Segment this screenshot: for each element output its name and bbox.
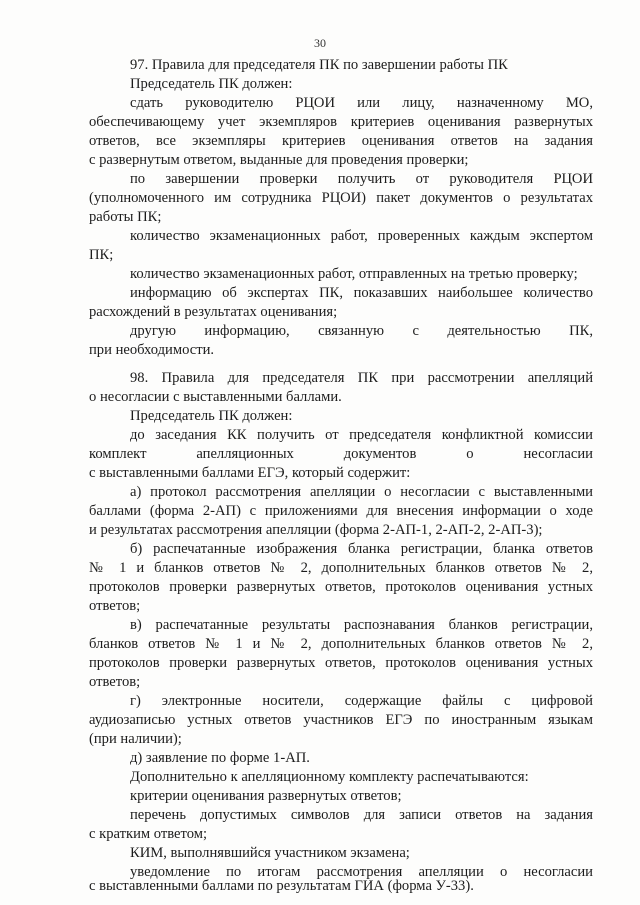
text-line: расхождений в результатах оценивания; xyxy=(89,304,338,320)
text-line: обеспечивающему учет экземпляров критериев оценивания развернутых xyxy=(89,114,593,130)
text-line: критерии оценивания развернутых ответов; xyxy=(130,788,402,804)
text-line: сдать руководителю РЦОИ или лицу, назначенному МО, xyxy=(130,95,593,111)
text-line: протоколов проверки развернутых ответов, протоколов оценивания устных xyxy=(89,579,593,595)
page-number: 30 xyxy=(314,36,326,50)
text-line: (при наличии); xyxy=(89,731,182,747)
text-line: ответов, все экземпляры критериев оценивания ответов на задания xyxy=(89,133,593,149)
text-line: комплект апелляционных документов о несогласии xyxy=(89,446,593,462)
text-line: (уполномоченного им сотрудника РЦОИ) пакет документов о результатах xyxy=(89,190,593,206)
text-line: № 1 и бланков ответов № 2, дополнительных бланков ответов № 2, xyxy=(89,560,593,576)
text-line: Председатель ПК должен: xyxy=(130,408,293,424)
text-line: с кратким ответом; xyxy=(89,826,208,842)
text-line: аудиозаписью устных ответов участников ЕГЭ по иностранным языкам xyxy=(89,712,593,728)
text-line: протоколов проверки развернутых ответов, протоколов оценивания устных xyxy=(89,655,593,671)
text-line: бланков ответов № 1 и № 2, дополнительных бланков ответов № 2, xyxy=(89,636,593,652)
text-line: б) распечатанные изображения бланка регистрации, бланка ответов xyxy=(130,541,593,557)
text-line: Председатель ПК должен: xyxy=(130,76,293,92)
text-line: 98. Правила для председателя ПК при рассмотрении апелляций xyxy=(130,370,593,386)
text-line: информацию об экспертах ПК, показавших наибольшее количество xyxy=(130,285,593,301)
text-line: с выставленными баллами ЕГЭ, который содержит: xyxy=(89,465,411,481)
text-line: ответов; xyxy=(89,598,141,614)
text-line: количество экзаменационных работ, отправленных на третью проверку; xyxy=(130,266,578,282)
text-line: работы ПК; xyxy=(89,209,162,225)
text-line: уведомление по итогам рассмотрения апелляции о несогласии xyxy=(130,864,593,880)
text-line: г) электронные носители, содержащие файлы с цифровой xyxy=(130,693,593,709)
text-line: и результатах рассмотрения апелляции (форма 2-АП-1, 2-АП-2, 2-АП-3); xyxy=(89,522,543,538)
text-line: с выставленными баллами по результатам ГИА (форма У-33). xyxy=(89,878,474,894)
text-line: Дополнительно к апелляционному комплекту распечатываются: xyxy=(130,769,529,785)
text-line: ПК; xyxy=(89,247,114,263)
text-line: д) заявление по форме 1-АП. xyxy=(130,750,310,766)
text-line: о несогласии с выставленными баллами. xyxy=(89,389,342,405)
text-line: 97. Правила для председателя ПК по завершении работы ПК xyxy=(130,57,508,73)
text-line: КИМ, выполнявшийся участником экзамена; xyxy=(130,845,410,861)
text-line: а) протокол рассмотрения апелляции о несогласии с выставленными xyxy=(130,484,593,500)
text-line: перечень допустимых символов для записи ответов на задания xyxy=(130,807,593,823)
text-line: другую информацию, связанную с деятельностью ПК, xyxy=(130,323,593,339)
text-line: в) распечатанные результаты распознавания бланков регистрации, xyxy=(130,617,593,633)
text-line: баллами (форма 2-АП) с приложениями для внесения информации о ходе xyxy=(89,503,593,519)
text-line: с развернутым ответом, выданные для проведения проверки; xyxy=(89,152,469,168)
text-line: при необходимости. xyxy=(89,342,215,358)
text-line: до заседания КК получить от председателя конфликтной комиссии xyxy=(130,427,593,443)
text-line: по завершении проверки получить от руководителя РЦОИ xyxy=(130,171,593,187)
text-line: количество экзаменационных работ, проверенных каждым экспертом xyxy=(130,228,593,244)
text-line: ответов; xyxy=(89,674,141,690)
